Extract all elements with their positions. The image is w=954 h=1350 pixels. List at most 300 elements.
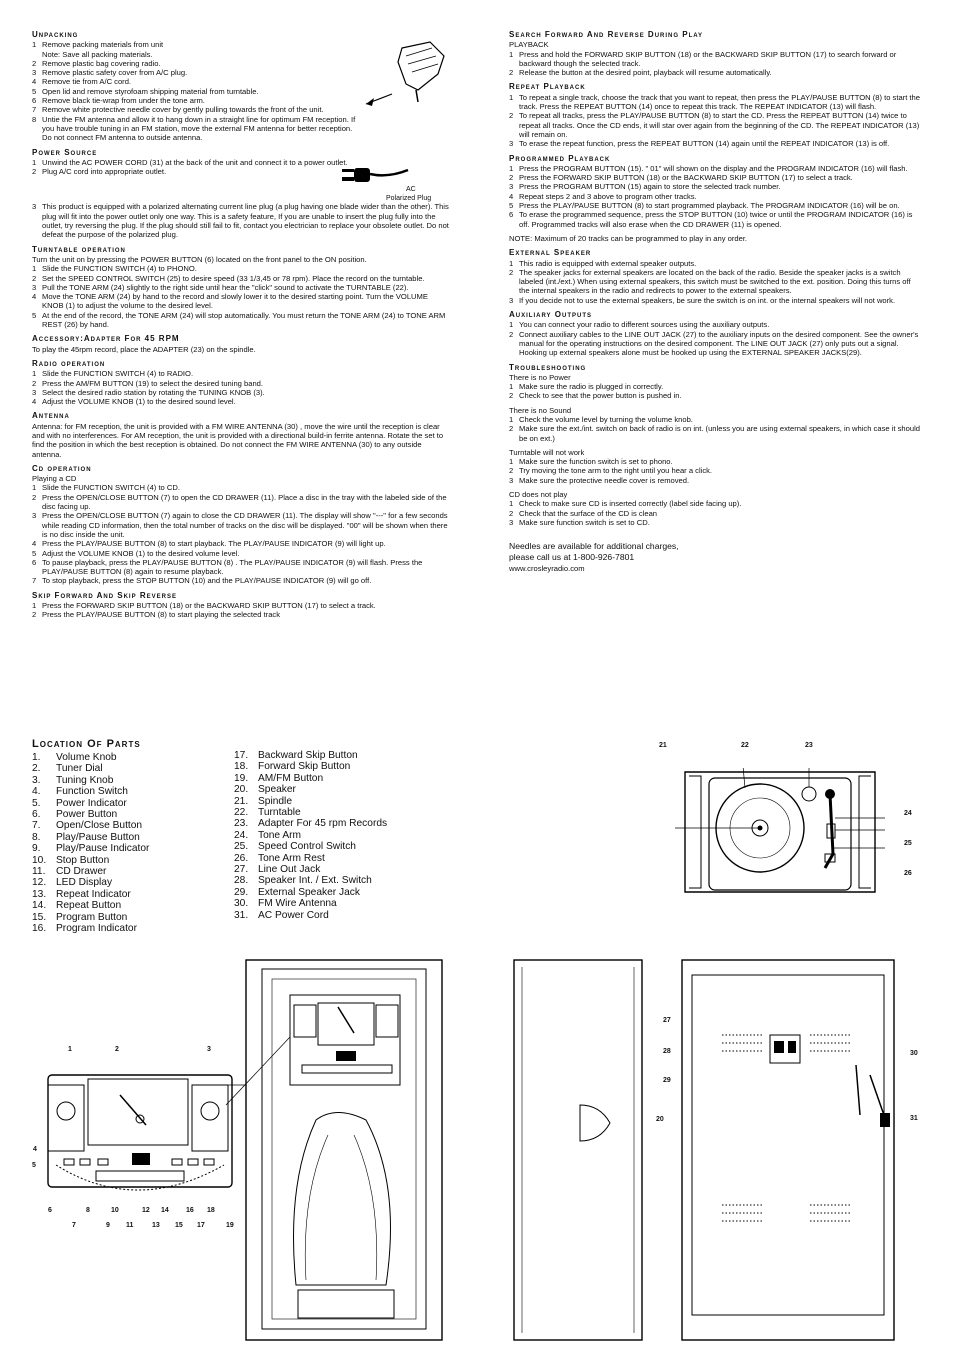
item-number: 1	[32, 601, 37, 611]
callout-number: 10	[111, 1207, 119, 1214]
part-label: Program Button	[56, 911, 128, 923]
contact-footer1: Needles are available for additional charges,	[509, 541, 679, 552]
part-item	[32, 763, 232, 774]
section-title: Radio operation	[32, 358, 106, 368]
item-number: 3	[32, 202, 37, 212]
part-label: Turntable	[258, 807, 301, 819]
item-number: 2	[509, 424, 514, 434]
section	[32, 334, 450, 354]
section-title: External Speaker	[509, 248, 592, 258]
location-of-parts	[32, 738, 452, 935]
list-item	[509, 259, 923, 268]
list-item	[509, 164, 923, 173]
item-number: 4	[32, 77, 37, 87]
item-text: Check that the surface of the CD is clean	[519, 508, 658, 518]
section-list	[509, 499, 923, 527]
part-label: Play/Pause Button	[56, 831, 140, 843]
callout-number: 11	[126, 1222, 134, 1229]
item-text: Move the TONE ARM (24) by hand to the record and slowly lower it to the desired starting point. Turn the VOLUME KNOB (1) to adjust the volume to the desired level.	[42, 292, 428, 311]
item-number: 3	[509, 475, 514, 485]
part-item	[234, 830, 434, 841]
part-number: 9.	[32, 843, 41, 855]
item-text: Plug A/C cord into appropriate outlet.	[42, 167, 167, 177]
part-label: Tone Arm Rest	[258, 852, 325, 864]
section-title: Auxiliary Outputs	[509, 310, 593, 320]
troubleshooting-head: There is no Power	[509, 372, 571, 382]
item-text: Remove white protective needle cover by gently pulling towards the front of the unit.	[42, 105, 324, 115]
part-item	[32, 877, 232, 888]
section	[509, 310, 923, 357]
part-number: 3.	[32, 774, 41, 786]
section-title: Unpacking	[32, 30, 79, 39]
part-item	[234, 761, 434, 772]
item-number: 5	[509, 201, 514, 211]
part-label: Forward Skip Button	[258, 761, 351, 773]
part-item	[234, 807, 434, 818]
section	[32, 245, 450, 330]
section-list	[509, 320, 923, 357]
callout-number: 15	[175, 1222, 183, 1229]
list-item	[32, 274, 450, 283]
item-number: 2	[32, 378, 37, 388]
item-text: Remove packing materials from unit	[42, 40, 164, 50]
section-intro: Antenna: for FM reception, the unit is provided with a FM WIRE ANTENNA (30) , move the wire until the reception is clear and with no interferences. For AM reception, the unit is provided with a directional build-in ferrite antenna. Rotate the set to find the position in which the best reception is obtained. Do not connect the FM WIRE ANTENNA (30) to any outside antenna.	[32, 421, 444, 459]
parts-list-1	[32, 752, 232, 935]
list-item	[509, 201, 923, 210]
list-item	[32, 493, 450, 512]
item-text: Make sure the ext./int. switch on back of radio is on int. (unless you are using external speakers, in which case it should be on ext.)	[519, 424, 920, 443]
section-title: Search Forward And Reverse During Play	[509, 30, 704, 39]
callout-number: 24	[904, 810, 912, 817]
contact-footer3: www.crosleyradio.com	[509, 564, 585, 574]
list-item	[509, 50, 923, 69]
section-list	[509, 415, 923, 443]
item-number: 2	[509, 111, 514, 121]
troubleshooting-section	[509, 363, 923, 575]
callout-number: 21	[659, 742, 667, 749]
section-list	[509, 164, 923, 229]
list-item	[32, 549, 450, 558]
item-text: At the end of the record, the TONE ARM (24) will stop automatically. You must return the TONE ARM (24) to TONE ARM REST (26) by hand.	[42, 310, 446, 330]
item-number: 3	[509, 139, 514, 149]
item-text: Make sure the function switch is set to phono.	[519, 457, 673, 467]
item-number: 3	[509, 295, 514, 305]
list-item	[32, 96, 362, 105]
section-title: Antenna	[32, 411, 70, 421]
item-number: 2	[509, 267, 514, 277]
left-column	[32, 30, 450, 625]
part-label: AM/FM Button	[258, 772, 324, 784]
part-label: AC Power Cord	[258, 909, 329, 921]
callout-number: 14	[161, 1207, 169, 1214]
callout-number: 30	[910, 1050, 918, 1057]
list-item	[32, 511, 450, 539]
list-item	[32, 397, 450, 406]
item-text: To erase the programmed sequence, press the STOP BUTTON (10) twice or until the PROGRAM INDICATOR (16) is off. Programmed tracks will also erase when the CD DRAWER (11) is opened.	[519, 210, 913, 229]
item-number: 3	[32, 511, 37, 521]
part-number: 27.	[234, 864, 249, 876]
part-item	[32, 786, 232, 797]
part-label: Speaker	[258, 784, 296, 796]
list-item	[32, 167, 352, 176]
callout-number: 29	[663, 1077, 671, 1084]
list-item	[32, 68, 362, 77]
part-item	[32, 912, 232, 923]
item-text: Press the FORWARD SKIP BUTTON (18) or the BACKWARD SKIP BUTTON (17) to select a track.	[42, 601, 376, 611]
list-item	[32, 59, 362, 68]
list-item	[32, 601, 450, 610]
right-column	[509, 30, 923, 579]
list-item	[509, 296, 923, 305]
part-label: Tone Arm	[258, 829, 302, 841]
section-list	[509, 50, 923, 78]
item-number: 2	[32, 610, 37, 620]
list-item	[32, 87, 362, 96]
list-item	[32, 311, 450, 330]
callout-number: 13	[152, 1222, 160, 1229]
troubleshooting-head: There is no Sound	[509, 405, 572, 415]
part-label: Spindle	[258, 795, 292, 807]
part-number: 23.	[234, 818, 249, 830]
list-item	[509, 382, 923, 391]
part-item	[234, 864, 434, 875]
item-text: Press the FORWARD SKIP BUTTON (18) or the BACKWARD SKIP BUTTON (17) to select a track.	[519, 173, 853, 183]
item-text: Press the OPEN/CLOSE BUTTON (7) to open the CD DRAWER (11). Place a disc in the tray with the labeled side of the disc facing up.	[42, 492, 447, 512]
item-text: Press the PLAY/PAUSE BUTTON (8) to start programmed playback. The PROGRAM INDICATOR (16) will be on.	[519, 201, 900, 211]
part-item	[32, 752, 232, 763]
part-item	[32, 855, 232, 866]
item-number: 2	[32, 58, 37, 68]
list-item	[32, 576, 450, 585]
item-text: Remove tie from A/C cord.	[42, 77, 132, 87]
list-item	[32, 292, 450, 311]
item-number: 3	[509, 182, 514, 192]
part-label: Repeat Button	[56, 900, 122, 912]
item-text: Pull the TONE ARM (24) slightly to the right side until hear the "click" sound to activate the TURNTABLE (22).	[42, 282, 409, 292]
section-list	[32, 369, 450, 406]
item-text: Press the AM/FM BUTTON (19) to select the desired tuning band.	[42, 378, 264, 388]
callout-number: 9	[106, 1222, 110, 1229]
item-number: 1	[509, 457, 514, 467]
callout-number: 18	[207, 1207, 215, 1214]
list-item	[509, 330, 923, 358]
callout-number: 23	[805, 742, 813, 749]
item-text: Adjust the VOLUME KNOB (1) to the desired sound level.	[42, 397, 236, 407]
part-number: 14.	[32, 900, 47, 912]
part-number: 31.	[234, 909, 249, 921]
list-item	[509, 499, 923, 508]
part-label: Adapter For 45 rpm Records	[258, 818, 388, 830]
item-number: 1	[32, 157, 37, 167]
cartridge-illustration	[358, 40, 450, 110]
callout-number: 20	[656, 1116, 664, 1123]
section	[509, 248, 923, 305]
list-item	[509, 457, 923, 466]
part-label: Open/Close Button	[56, 820, 143, 832]
item-number: 7	[32, 105, 37, 115]
item-text: Remove black tie-wrap from under the tone arm.	[42, 96, 205, 106]
list-item	[32, 202, 450, 239]
part-item	[234, 773, 434, 784]
callout-number: 22	[741, 742, 749, 749]
item-number: 2	[32, 273, 37, 283]
callout-number: 26	[904, 870, 912, 877]
section-list	[509, 93, 923, 149]
item-text: To stop playback, press the STOP BUTTON (10) and the PLAY/PAUSE INDICATOR (9) will go off.	[42, 576, 372, 586]
item-text: Check to make sure CD is inserted correctly (label side facing up).	[519, 499, 742, 509]
item-number: 6	[32, 557, 37, 567]
parts-title: Location Of Parts	[32, 738, 141, 750]
section	[32, 30, 362, 143]
callout-number: 19	[226, 1222, 234, 1229]
part-item	[234, 784, 434, 795]
callout-number: 1	[68, 1046, 72, 1053]
part-number: 25.	[234, 841, 249, 853]
item-number: 3	[32, 282, 37, 292]
item-number: 1	[509, 49, 514, 59]
item-number: 1	[32, 40, 37, 50]
section-intro: Playing a CD	[32, 474, 77, 484]
list-item	[509, 111, 923, 139]
section-title: Skip Forward And Skip Reverse	[32, 590, 177, 600]
item-text: Select the desired radio station by rotating the TUNING KNOB (3).	[42, 387, 265, 397]
section-title: Power Source	[32, 147, 98, 157]
callout-number: 17	[197, 1222, 205, 1229]
callout-number: 12	[142, 1207, 150, 1214]
item-text: Untie the FM antenna and allow it to hang down in a straight line for optimum FM reception. If you have trouble tuning in an FM station, move the external FM antenna for better reception. Do not connect FM antenna to outside antenna.	[42, 114, 356, 143]
part-item	[32, 889, 232, 900]
item-number: 2	[32, 492, 37, 502]
troubleshooting-head: CD does not play	[509, 490, 568, 500]
part-item	[234, 887, 434, 898]
part-item	[234, 841, 434, 852]
part-label: Line Out Jack	[258, 864, 321, 876]
section-list	[32, 40, 362, 142]
item-number: 2	[509, 466, 514, 476]
section-list	[509, 382, 923, 401]
part-item	[234, 750, 434, 761]
part-item	[32, 900, 232, 911]
callout-number: 28	[663, 1048, 671, 1055]
part-item	[32, 866, 232, 877]
list-item	[509, 93, 923, 112]
list-item	[32, 105, 362, 114]
item-text: Adjust the VOLUME KNOB (1) to the desired volume level.	[42, 548, 240, 558]
part-number: 19.	[234, 772, 249, 784]
item-number: 4	[32, 539, 37, 549]
section-note: NOTE: Maximum of 20 tracks can be programmed to play in any order.	[509, 233, 748, 243]
item-number: 2	[509, 508, 514, 518]
callout-number: 31	[910, 1115, 918, 1122]
item-text: If you decide not to use the external speakers, be sure the switch is on int. or the internal speakers will not work.	[519, 295, 896, 305]
callout-number: 25	[904, 840, 912, 847]
part-item	[234, 910, 434, 921]
part-label: LED Display	[56, 877, 113, 889]
item-number: 1	[509, 163, 514, 173]
callout-number: 27	[663, 1017, 671, 1024]
item-text: Note: Save all packing materials.	[42, 49, 153, 59]
ac-plug-icon	[340, 160, 410, 192]
section-title: Accessory:Adapter For 45 RPM	[32, 334, 180, 344]
part-item	[234, 796, 434, 807]
section-intro: To play the 45rpm record, place the ADAPTER (23) on the spindle.	[32, 344, 256, 354]
item-text: Release the button at the desired point, playback will resume automatically.	[519, 68, 772, 78]
part-number: 13.	[32, 888, 47, 900]
item-text: Connect auxiliary cables to the LINE OUT JACK (27) to the auxiliary inputs on the desired component. See the owner's manual for the operating instructions on the desired component. The LINE OUT JACK (27) only puts out a signal. Hooking up external speakers alone must be hooked up using the EXTERNAL SPEAKER JACKS(29).	[519, 329, 919, 358]
callout-number: 7	[72, 1222, 76, 1229]
section	[32, 359, 450, 406]
part-number: 16.	[32, 923, 47, 935]
list-item	[509, 424, 923, 443]
list-item	[509, 182, 923, 191]
list-item	[32, 77, 362, 86]
item-text: Press the PROGRAM BUTTON (15). " 01" will shown on the display and the PROGRAM INDICATOR (16) will flash.	[519, 163, 908, 173]
item-text: This radio is equipped with external speaker outputs.	[519, 258, 697, 268]
item-text: To repeat a single track, choose the track that you want to repeat, then press the PLAY/PAUSE BUTTON (8) to start the track. Press the REPEAT BUTTON (14) once to repeat this track. The REPEAT INDICATOR (13) will flash.	[519, 92, 920, 112]
section-intro: Turn the unit on by pressing the POWER BUTTON (6) located on the front panel to the ON position.	[32, 254, 367, 264]
item-text: Remove plastic bag covering radio.	[42, 58, 161, 68]
list-item	[32, 369, 450, 378]
section-title: Repeat Playback	[509, 82, 586, 92]
list-item	[509, 210, 923, 229]
item-number: 1	[32, 369, 37, 379]
contact-footer2: please call us at 1-800-926-7801	[509, 552, 635, 563]
list-item	[32, 40, 362, 49]
item-number: 2	[509, 173, 514, 183]
item-text: Make sure function switch is set to CD.	[519, 517, 650, 527]
item-text: Slide the FUNCTION SWITCH (4) to CD.	[42, 483, 180, 493]
part-label: Power Button	[56, 809, 118, 821]
callout-number: 8	[86, 1207, 90, 1214]
item-text: Slide the FUNCTION SWITCH (4) to PHONO.	[42, 264, 197, 274]
item-number: 4	[32, 397, 37, 407]
item-number: 6	[32, 96, 37, 106]
callout-number: 5	[32, 1162, 36, 1169]
list-item	[509, 415, 923, 424]
part-item	[32, 843, 232, 854]
list-item	[509, 268, 923, 296]
item-number: 4	[32, 292, 37, 302]
front-view-diagram	[36, 955, 466, 1350]
part-number: 29.	[234, 886, 249, 898]
callout-number: 16	[186, 1207, 194, 1214]
list-item	[32, 483, 450, 492]
side-back-diagram	[510, 955, 930, 1350]
item-text: Make sure the radio is plugged in correctly.	[519, 382, 664, 392]
part-number: 10.	[32, 854, 47, 866]
item-text: Check to see that the power button is pushed in.	[519, 391, 682, 401]
part-label: Function Switch	[56, 786, 128, 798]
part-item	[32, 832, 232, 843]
item-text: Repeat steps 2 and 3 above to program other tracks.	[519, 191, 697, 201]
item-text: To erase the repeat function, press the REPEAT BUTTON (14) again until the REPEAT INDICATOR (13) is off.	[519, 139, 890, 149]
part-number: 11.	[32, 866, 46, 878]
item-text: You can connect your radio to different sources using the auxiliary outputs.	[519, 320, 770, 330]
part-label: Play/Pause Indicator	[56, 843, 150, 855]
item-number: 6	[509, 210, 514, 220]
section	[509, 154, 923, 244]
section	[509, 30, 923, 77]
section	[509, 82, 923, 148]
callout-number: 3	[207, 1046, 211, 1053]
plug-label-polarized: Polarized Plug	[386, 195, 432, 202]
item-text: To repeat all tracks, press the PLAY/PAUSE BUTTON (8) to start the CD. Press the REPEAT BUTTON (14) twice to repeat all tracks. Once the CD ends, it will star over again from the beginning of the CD. The REPEAT INDICATOR (13) will remain on.	[519, 111, 920, 139]
part-number: 28.	[234, 875, 249, 887]
item-text: Make sure the protective needle cover is removed.	[519, 475, 690, 485]
item-text: Press the PLAY/PAUSE BUTTON (8) to start playing the selected track	[42, 610, 281, 620]
item-text: This product is equipped with a polarized alternating current line plug (a plug having one blade wider than the other). This plug will fit into the power outlet only one way. This is a safety feature, If you are unable to insert the plug fully into the outlet, try reversing the plug. If the plug should still fail to fit, contact you electrician to replace your obsolete outlet. Do not defeat the purpose of the polarized plug.	[42, 202, 449, 240]
part-number: 7.	[32, 820, 41, 832]
part-number: 4.	[32, 786, 41, 798]
item-number: 2	[509, 329, 514, 339]
item-text: Slide the FUNCTION SWITCH (4) to RADIO.	[42, 369, 194, 379]
section-title: Turntable operation	[32, 244, 126, 254]
list-item	[32, 264, 450, 273]
part-item	[234, 875, 434, 886]
part-number: 15.	[32, 911, 47, 923]
item-number: 1	[509, 258, 514, 268]
part-number: 21.	[234, 795, 249, 807]
part-number: 22.	[234, 807, 249, 819]
list-item	[509, 320, 923, 329]
part-item	[234, 898, 434, 909]
section-intro: PLAYBACK	[509, 40, 549, 50]
list-item	[32, 115, 362, 143]
item-text: Check the volume level by turning the volume knob.	[519, 414, 693, 424]
item-number: 3	[32, 68, 37, 78]
item-number: 1	[509, 414, 514, 424]
part-item	[234, 818, 434, 829]
list-item	[509, 391, 923, 400]
part-label: External Speaker Jack	[258, 886, 360, 898]
part-number: 2.	[32, 763, 41, 775]
item-number: 1	[509, 499, 514, 509]
part-number: 8.	[32, 831, 41, 843]
part-item	[32, 775, 232, 786]
section	[32, 591, 450, 620]
item-number: 2	[509, 391, 514, 401]
item-text: Open lid and remove styrofoam shipping material from turntable.	[42, 86, 259, 96]
list-item	[32, 283, 450, 292]
item-number: 2	[509, 68, 514, 78]
part-label: Program Indicator	[56, 923, 137, 935]
parts-list-2	[234, 750, 434, 921]
section-list	[32, 601, 450, 620]
list-item	[32, 50, 362, 59]
list-item	[509, 509, 923, 518]
item-number: 1	[32, 264, 37, 274]
section-list	[509, 457, 923, 485]
part-number: 1.	[32, 752, 41, 763]
item-text: Remove plastic safety cover from A/C plug.	[42, 68, 188, 78]
callout-number: 4	[33, 1146, 37, 1153]
top-view-diagram	[675, 768, 885, 896]
list-item	[509, 68, 923, 77]
list-item	[509, 139, 923, 148]
section-title: Programmed Playback	[509, 153, 611, 163]
part-number: 12.	[32, 877, 47, 889]
part-label: Volume Knob	[56, 752, 117, 763]
list-item	[509, 518, 923, 527]
item-number: 5	[32, 310, 37, 320]
section	[32, 411, 450, 458]
item-number: 5	[32, 86, 37, 96]
item-number: 7	[32, 576, 37, 586]
part-number: 5.	[32, 797, 41, 809]
item-text: Try moving the tone arm to the right until you hear a click.	[519, 466, 713, 476]
part-item	[32, 923, 232, 934]
part-number: 6.	[32, 809, 41, 821]
